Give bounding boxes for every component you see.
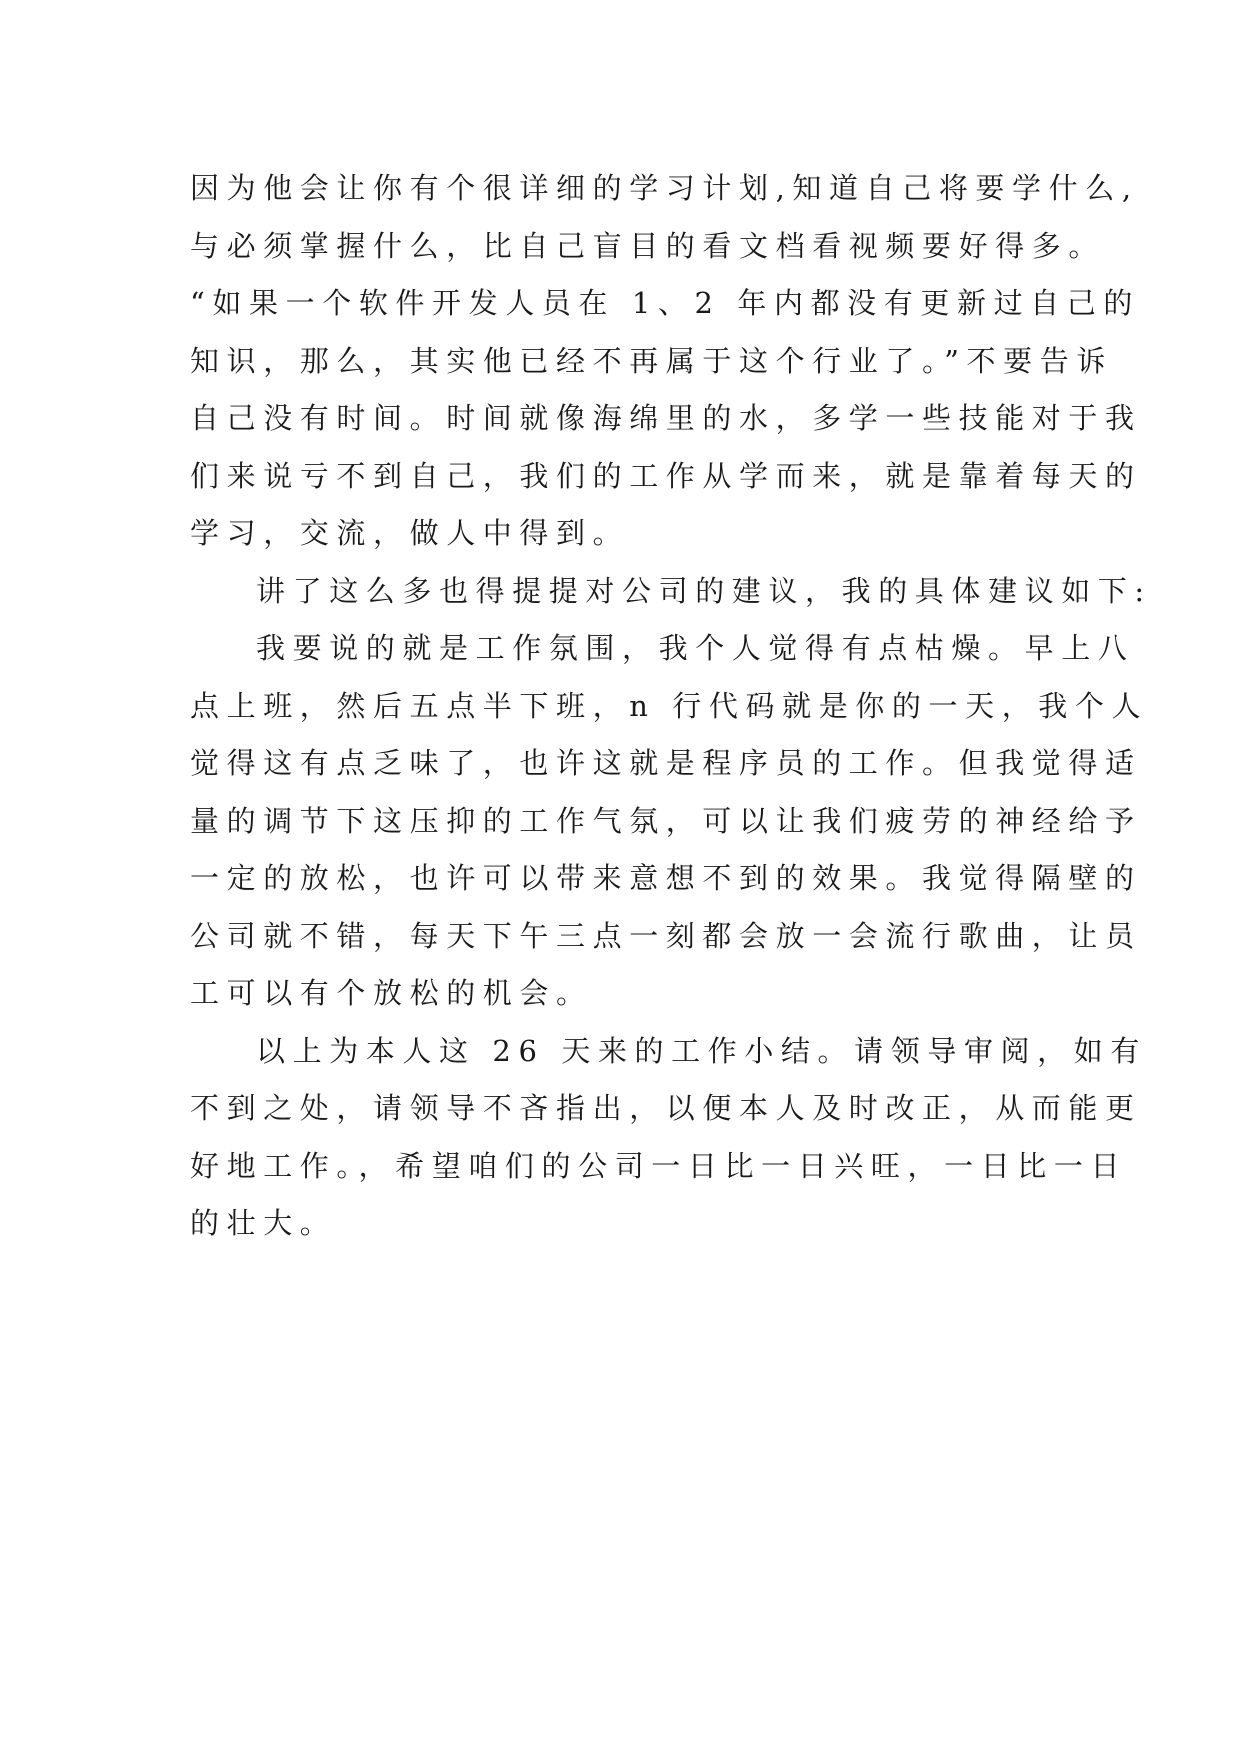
text-line: 工可以有个放松的机会。 bbox=[190, 976, 593, 1010]
document-body bbox=[190, 160, 1152, 1253]
text-line: 与必须掌握什么，比自己盲目的看文档看视频要好得多。 bbox=[190, 228, 1106, 263]
text-line: 量的调节下这压抑的工作气氛，可以让我们疲劳的神经给予 bbox=[190, 803, 1142, 838]
text-line: 一定的放松，也许可以带来意想不到的效果。我觉得隔壁的 bbox=[190, 861, 1142, 895]
paragraph-start-line: 讲了这么多也得提提对公司的建议，我的具体建议如下: bbox=[256, 573, 1152, 608]
text-line: “如果一个软件开发人员在 1、2 年内都没有更新过自己的 bbox=[190, 286, 1140, 320]
text-line: 点上班，然后五点半下班，n 行代码就是你的一天，我个人 bbox=[190, 688, 1149, 723]
paragraph-start-line: 以上为本人这 26 天来的工作小结。请领导审阅，如有 bbox=[256, 1033, 1147, 1068]
text-line: 自己没有时间。时间就像海绵里的水，多学一些技能对于我 bbox=[190, 401, 1142, 435]
text-line: 的壮大。 bbox=[190, 1206, 337, 1240]
text-line: 们来说亏不到自己，我们的工作从学而来，就是靠着每天的 bbox=[190, 458, 1142, 493]
text-line: 公司就不错，每天下午三点一刻都会放一会流行歌曲，让员 bbox=[190, 918, 1142, 953]
text-line: 学习，交流，做人中得到。 bbox=[190, 516, 630, 550]
text-line: 因为他会让你有个很详细的学习计划,知道自己将要学什么, bbox=[190, 171, 1139, 205]
text-line: 不到之处，请领导不吝指出，以便本人及时改正，从而能更 bbox=[190, 1091, 1142, 1125]
text-line: 觉得这有点乏味了，也许这就是程序员的工作。但我觉得适 bbox=[190, 746, 1142, 780]
text-line: 知识，那么，其实他已经不再属于这个行业了。”不要告诉 bbox=[190, 343, 1113, 378]
text-line: 好地工作。，希望咱们的公司一日比一日兴旺，一日比一日 bbox=[190, 1148, 1128, 1183]
paragraph-start-line: 我要说的就是工作氛围，我个人觉得有点枯燥。早上八 bbox=[256, 631, 1135, 665]
